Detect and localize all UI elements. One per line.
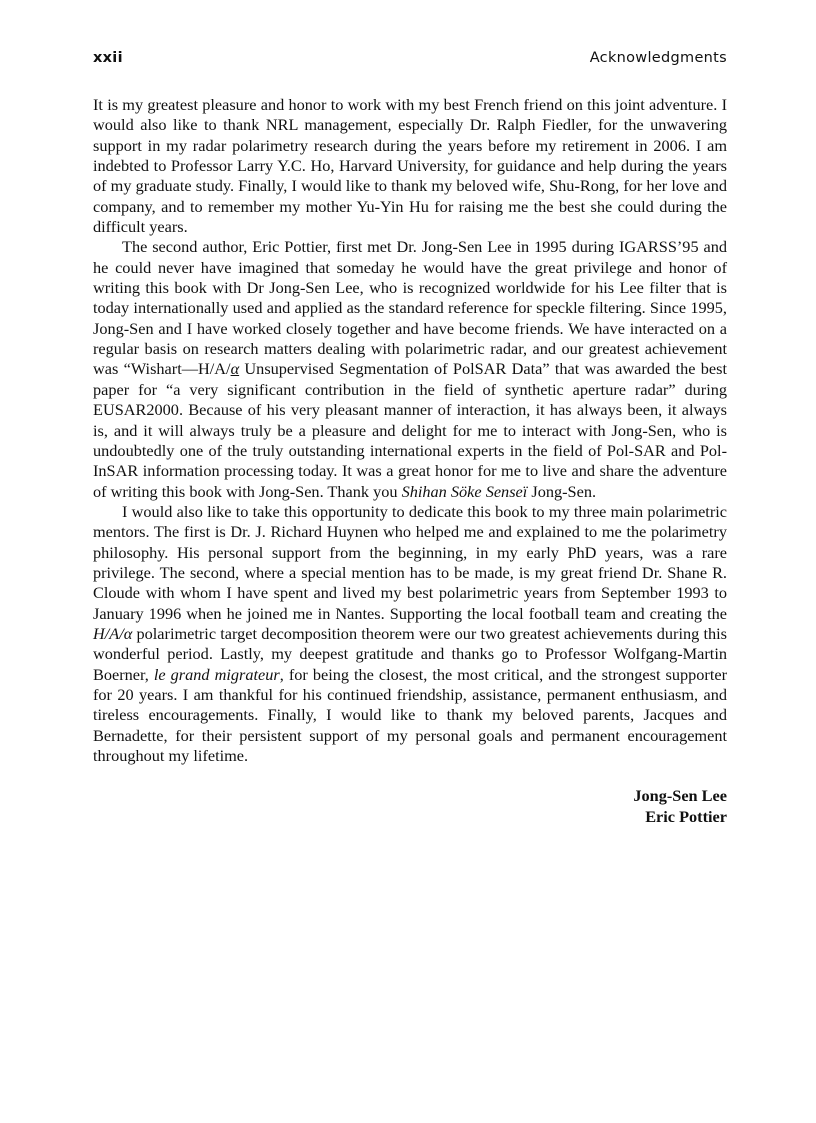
alpha-symbol: α — [230, 359, 240, 379]
signature-block — [93, 786, 727, 827]
paragraph-mentors — [93, 502, 727, 766]
paragraph-text: The second author, Eric Pottier, first met Dr. Jong-Sen Lee in 1995 during IGARSS’95 and he could never have imagined that someday he would have the great privilege and honor of writing this book with Dr Jong-Sen Lee, who is recognized worldwide for his Lee filter that is today internationally used and applied as the standard reference for speckle filtering. Since 1995, Jong-Sen and I have worked closely together and have become friends. We have interacted on a regular basis on research matters dealing with polarimetric radar, and our greatest achievement was “Wishart—H/A/ — [93, 237, 727, 379]
italic-nickname: le grand migrateur — [153, 664, 280, 684]
document-page — [93, 46, 727, 827]
italic-honorific: Shihan Söke Senseï — [401, 481, 528, 501]
math-h-a-alpha: H/A/α — [93, 623, 133, 643]
running-head — [93, 46, 727, 72]
section-title: Acknowledgments — [589, 50, 727, 66]
paragraph-text: , for being the closest, the most critical, and the strongest supporter for 20 years. I am thankful for his continued friendship, assistance, permanent enthusiasm, and tireless encouragements. Finally, I would like to thank my beloved parents, Jacques and Bernadette, for their persistent support of my personal goals and permanent encouragement throughout my lifetime. — [93, 664, 727, 765]
signature-lee: Jong-Sen Lee — [633, 786, 727, 806]
paragraph-text: It is my greatest pleasure and honor to work with my best French friend on this joint adventure. I would also like to thank NRL management, especially Dr. Ralph Fiedler, for the unwavering support in my radar polarimetry research during the years before my retirement in 2006. I am indebted to Professor Larry Y.C. Ho, Harvard University, for guidance and help during the years of my graduate study. Finally, I would like to thank my beloved wife, Shu-Rong, for her love and company, and to remember my mother Yu-Yin Hu for raising me the best she could during the difficult years. — [93, 95, 727, 237]
paragraph-text: polarimetric target decomposition theorem were our two greatest achievements during this wonderful period. Lastly, my deepest gratitude and thanks go to Professor Wolfgang-Martin Boerner, — [93, 623, 727, 684]
paragraph-text: Jong-Sen. — [527, 481, 597, 501]
paragraph-pottier-intro — [93, 237, 727, 501]
body-text — [93, 95, 727, 766]
paragraph-text: I would also like to take this opportunity to dedicate this book to my three main polarimetric mentors. The first is Dr. J. Richard Huynen who helped me and explained to me the polarimetry philosophy. His personal support from the beginning, in my early PhD years, was a rare privilege. The second, where a special mention has to be made, is my great friend Dr. Shane R. Cloude with whom I have spent and lived my best polarimetric years from September 1993 to January 1996 when he joined me in Nantes. Supporting the local football team and creating the — [93, 501, 727, 623]
paragraph-lee-acknowledgment — [93, 95, 727, 237]
page-number: xxii — [93, 50, 123, 66]
signature-pottier: Eric Pottier — [645, 806, 727, 826]
paragraph-text: Unsupervised Segmentation of PolSAR Data” that was awarded the best paper for “a very significant contribution in the field of synthetic aperture radar” during EUSAR2000. Because of his very pleasant manner of interaction, it has always been, it always is, and it will always truly be a pleasure and delight for me to interact with Jong-Sen, who is undoubtedly one of the truly outstanding international experts in the field of Pol-SAR and Pol-InSAR information processing today. It was a great honor for me to live and share the adventure of writing this book with Jong-Sen. Thank you — [93, 359, 727, 501]
